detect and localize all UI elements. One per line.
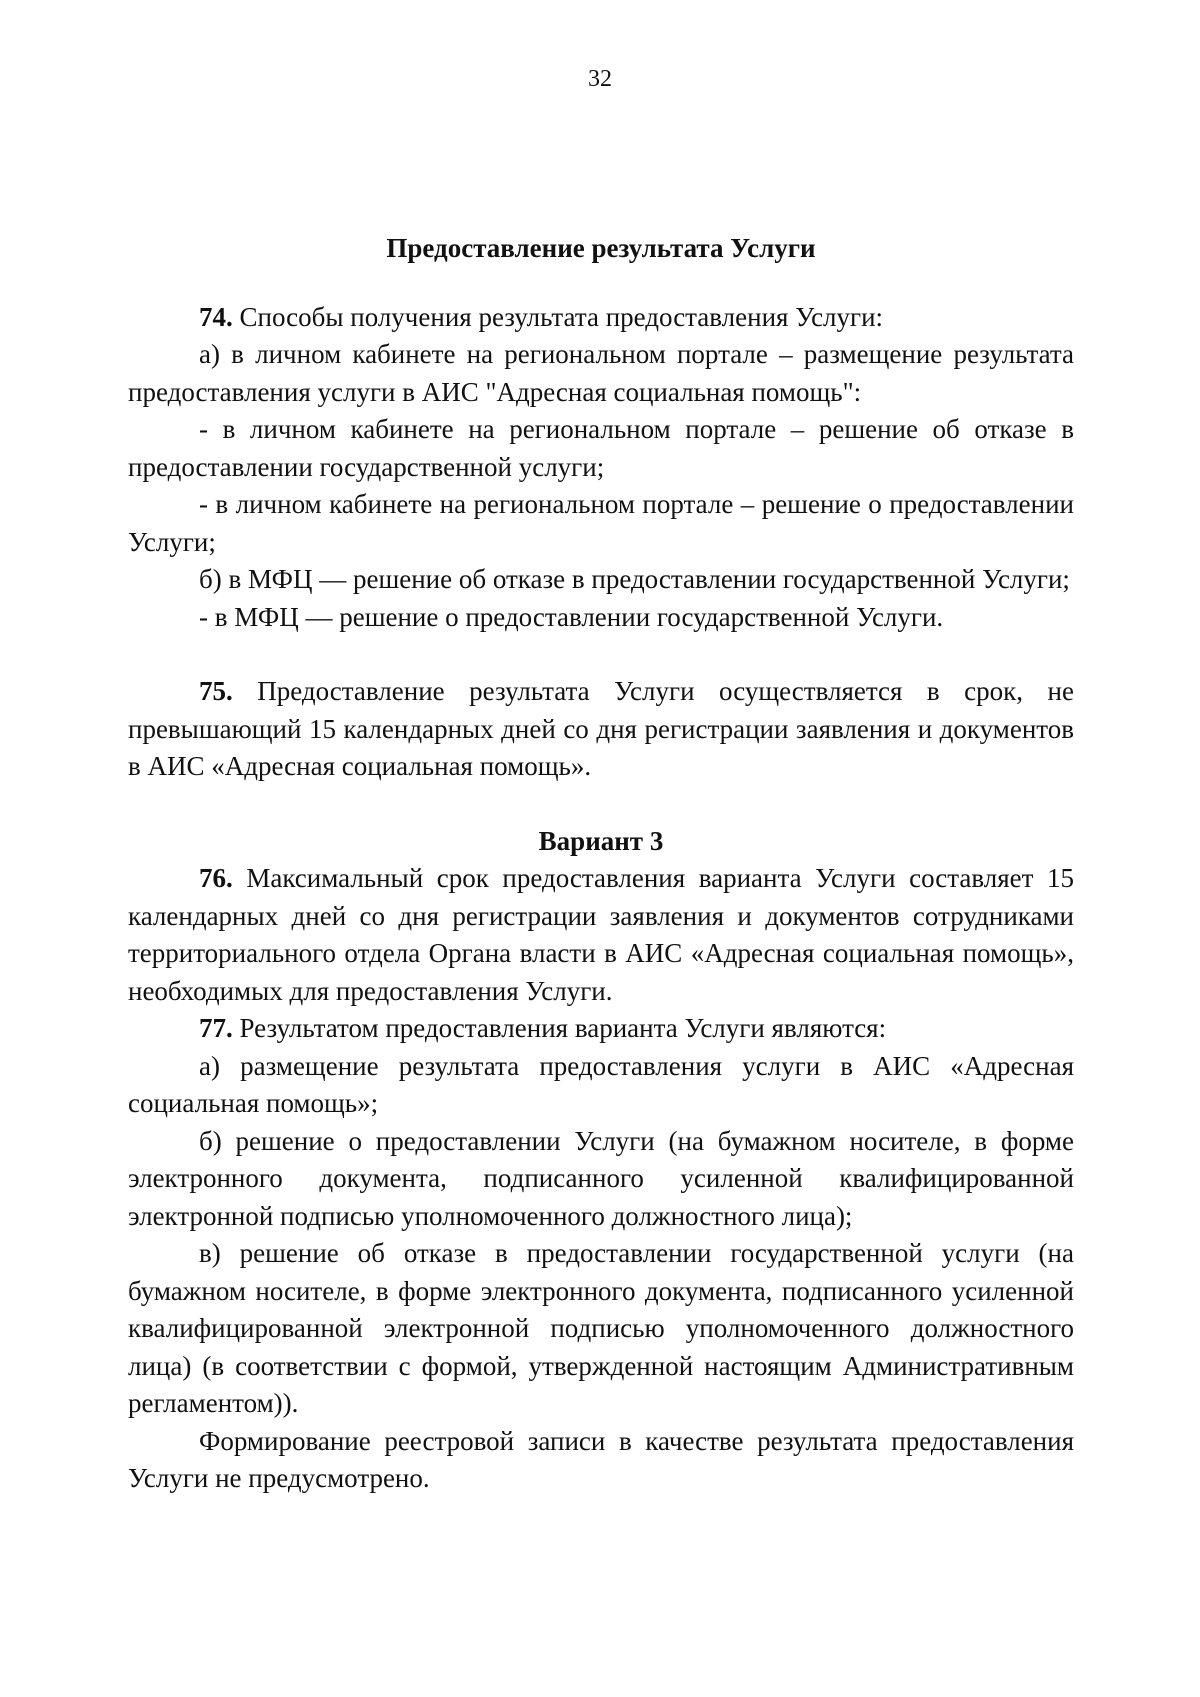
paragraph-75	[128, 673, 1074, 786]
paragraph-74	[128, 299, 1074, 337]
paragraph-77-a: а) размещение результата предоставления услуги в АИС «Адресная социальная помощь»;	[128, 1050, 1074, 1118]
paragraph-74-b: б) в МФЦ — решение об отказе в предоставлении государственной Услуги;	[199, 564, 1070, 594]
paragraph-77-c: в) решение об отказе в предоставлении государственной услуги (на бумажном носителе, в форме электронного документа, подписанного усиленной квалифицированной электронной подписью уполномоченного должностного лица) (в соответствии с формой, утвержденной настоящим Административным регламентом)).	[128, 1238, 1074, 1418]
paragraph-74-a: а) в личном кабинете на региональном портале – размещение результата предоставления услуги в АИС "Адресная социальная помощь":	[128, 339, 1074, 407]
spacer	[128, 786, 1074, 823]
paragraph-77-number: 77.	[199, 1013, 233, 1043]
paragraph-74-a-item-1: - в личном кабинете на региональном портале – решение об отказе в предоставлении государственной услуги;	[128, 414, 1074, 482]
paragraph-77-text: Результатом предоставления варианта Услуги являются:	[232, 1013, 887, 1043]
paragraph-76-number: 76.	[199, 863, 233, 893]
document-body	[128, 230, 1074, 1498]
paragraph-75-number: 75.	[199, 676, 233, 706]
paragraph-76-text: Максимальный срок предоставления варианта Услуги составляет 15 календарных дней со дня регистрации заявления и документов сотрудниками территориального отдела Органа власти в АИС «Адресная социальная помощь», необходимых для предоставления Услуги.	[128, 863, 1074, 1006]
paragraph-74-text: Способы получения результата предоставления Услуги:	[232, 301, 884, 332]
paragraph-74-b-item-1: - в МФЦ — решение о предоставлении государственной Услуги.	[199, 601, 944, 632]
paragraph-77-b: б) решение о предоставлении Услуги (на бумажном носителе, в форме электронного документа, подписанного усиленной квалифицированной электронной подписью уполномоченного должностного лица);	[128, 1125, 1074, 1231]
paragraph-75-text: Предоставление результата Услуги осуществляется в срок, не превышающий 15 календарных дней со дня регистрации заявления и документов в АИС «Адресная социальная помощь».	[128, 676, 1074, 781]
paragraph-77-final: Формирование реестровой записи в качестве результата предоставления Услуги не предусмотрено.	[128, 1425, 1074, 1493]
page-number: 32	[588, 66, 612, 92]
section-heading-result: Предоставление результата Услуги	[386, 233, 816, 263]
paragraph-74-a-item-2: - в личном кабинете на региональном портале – решение о предоставлении Услуги;	[128, 489, 1074, 557]
section-heading-variant-3: Вариант 3	[538, 825, 664, 856]
paragraph-74-number: 74.	[199, 301, 233, 332]
spacer	[128, 636, 1074, 673]
paragraph-77	[128, 1010, 1074, 1048]
paragraph-76	[128, 860, 1074, 1010]
